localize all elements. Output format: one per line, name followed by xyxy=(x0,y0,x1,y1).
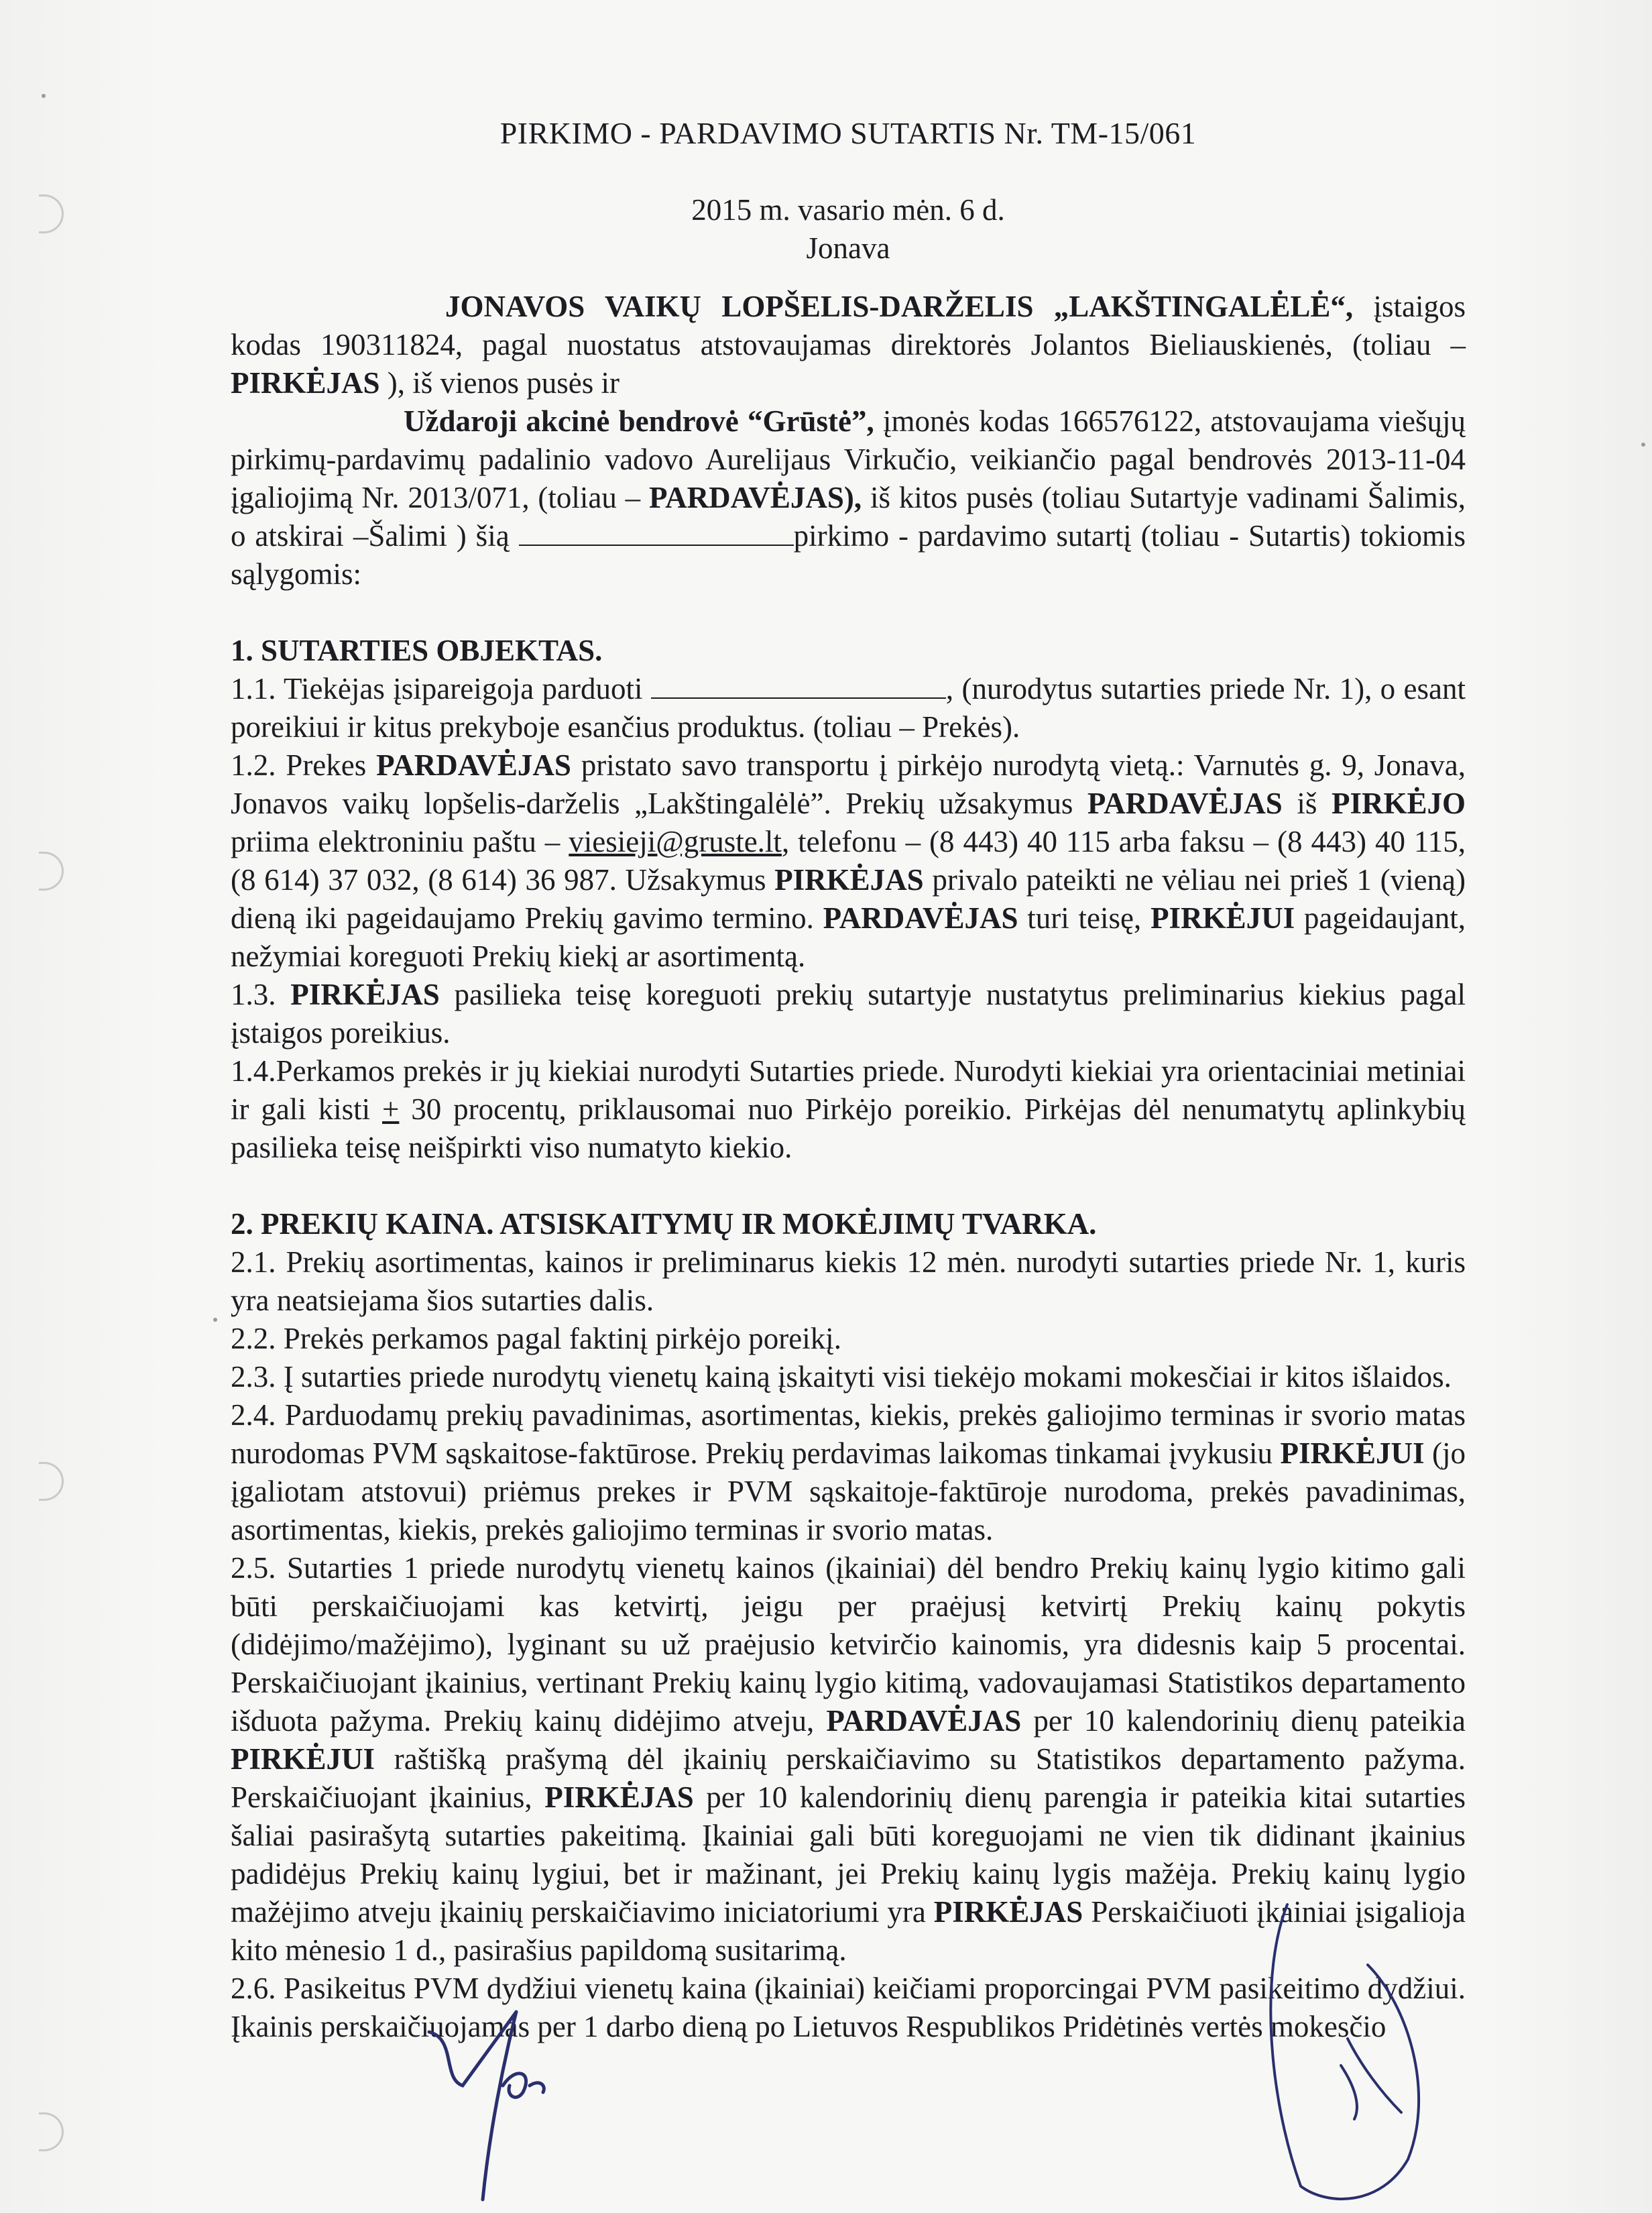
contract-date: 2015 m. vasario mėn. 6 d. xyxy=(691,193,1005,227)
signature-left xyxy=(416,1985,603,2206)
buyer-name: JONAVOS VAIKŲ LOPŠELIS-DARŽELIS „LAKŠTINGALĖLĖ“, xyxy=(445,290,1354,323)
punch-hole xyxy=(39,2112,64,2151)
section-1-heading: 1. SUTARTIES OBJEKTAS. xyxy=(231,634,603,667)
clause-2-3: 2.3. Į sutarties priede nurodytų vienetų kainą įskaityti visi tiekėjo mokami mokesčiai ir kitos išlaidos. xyxy=(231,1360,1452,1394)
clause-2-4: 2.4. Parduodamų prekių pavadinimas, asortimentas, kiekis, prekės galiojimo terminas ir svorio matas nurodomas PVM sąskaitose-faktūrose. Prekių perdavimas laikomas tinkamai įvykusiu PIRKĖJUI (jo įgaliotam atstovui) priėmus prekes ir PVM sąskaitoje-faktūroje nurodoma, prekės pavadinimas, asortimentas, kiekis, prekės galiojimo terminas ir svorio matas. xyxy=(231,1398,1466,1546)
punch-hole xyxy=(39,194,64,233)
seller-name: Uždaroji akcinė bendrovė “Grūstė”, xyxy=(404,404,874,438)
intro-buyer: JONAVOS VAIKŲ LOPŠELIS-DARŽELIS „LAKŠTINGALĖLĖ“, įstaigos kodas 190311824, pagal nuostatus atstovaujamas direktorės Jolantos Bieliauskienės, (toliau – PIRKĖJAS ), iš vienos pusės ir xyxy=(231,290,1466,400)
email-link[interactable]: viesieji@gruste.lt xyxy=(569,825,782,858)
scan-speck xyxy=(42,94,46,98)
clause-2-1: 2.1. Prekių asortimentas, kainos ir preliminarus kiekis 12 mėn. nurodyti sutarties priede Nr. 1, kuris yra neatsiejama šios sutarties dalis. xyxy=(231,1245,1466,1317)
scan-speck xyxy=(213,1318,217,1322)
clause-1-1: 1.1. Tiekėjas įsipareigoja parduoti , (nurodytus sutarties priede Nr. 1), o esant poreikiui ir kitus prekyboje esančius produktus. (toliau – Prekės). xyxy=(231,672,1466,744)
plus-minus-sign: + xyxy=(382,1092,400,1126)
signature-stroke xyxy=(429,2012,544,2200)
punch-hole xyxy=(39,852,64,891)
signature-stroke xyxy=(1271,1905,1419,2199)
clause-1-2: 1.2. Prekes PARDAVĖJAS pristato savo transportu į pirkėjo nurodytą vietą.: Varnutės g. 9, Jonava, Jonavos vaikų lopšelis-darželis „Lakštingalėlė”. Prekių užsakymus PARDAVĖJAS iš PIRKĖJO priima elektroniniu paštu – viesieji@gruste.lt, telefonu – (8 443) 40 115 arba faksu – (8 443) 40 115, (8 614) 37 032, (8 614) 36 987. Užsakymus PIRKĖJAS privalo pateikti ne vėliau nei prieš 1 (vieną) dieną iki pageidaujamo Prekių gavimo termino. PARDAVĖJAS turi teisę, PIRKĖJUI pageidaujant, nežymiai koreguoti Prekių kiekį ar asortimentą. xyxy=(231,748,1466,973)
contract-body xyxy=(231,114,1466,2046)
clause-1-3: 1.3. PIRKĖJAS pasilieka teisę koreguoti prekių sutartyje nustatytus preliminarius kiekius pagal įstaigos poreikius. xyxy=(231,978,1466,1049)
contract-city: Jonava xyxy=(806,231,890,265)
clause-2-2: 2.2. Prekės perkamos pagal faktinį pirkėjo poreikį. xyxy=(231,1322,842,1355)
section-2-heading: 2. PREKIŲ KAINA. ATSISKAITYMŲ IR MOKĖJIMŲ TVARKA. xyxy=(231,1207,1097,1241)
contract-title: PIRKIMO - PARDAVIMO SUTARTIS Nr. TM-15/061 xyxy=(499,116,1197,150)
blank-line xyxy=(651,671,946,699)
clause-2-5: 2.5. Sutarties 1 priede nurodytų vienetų kainos (įkainiai) dėl bendro Prekių kainų lygio kitimo gali būti perskaičiuojami kas ketvirtį, jeigu per praėjusį ketvirtį Prekių kainų pokytis (didėjimo/mažėjimo), lyginant su už praėjusio ketvirčio kainomis, yra didesnis kaip 5 procentai. Perskaičiuojant įkainius, vertinant Prekių kainų lygio kitimą, vadovaujamasi Statistikos departamento išduota pažyma. Prekių kainų didėjimo atveju, PARDAVĖJAS per 10 kalendorinių dienų pateikia PIRKĖJUI raštišką prašymą dėl įkainių perskaičiavimo su Statistikos departamento pažyma. Perskaičiuojant įkainius, PIRKĖJAS per 10 kalendorinių dienų parengia ir pateikia kitai sutarties šaliai pasirašytą sutarties pakeitimą. Įkainiai gali būti koreguojami ne vien tik didinant įkainius padidėjus Prekių kainų lygiui, bet ir mažinant, jei Prekių kainų lygis mažėja. Prekių kainų lygio mažėjimo atveju įkainių perskaičiavimo iniciatoriumi yra PIRKĖJAS Perskaičiuoti įkainiai įsigalioja kito mėnesio 1 d., pasirašius papildomą susitarimą. xyxy=(231,1551,1466,1967)
clause-1-4: 1.4.Perkamos prekės ir jų kiekiai nurodyti Sutarties priede. Nurodyti kiekiai yra orientaciniai metiniai ir gali kisti + 30 procentų, priklausomai nuo Pirkėjo poreikio. Pirkėjas dėl nenumatytų aplinkybių pasilieka teisę neišpirkti viso numatyto kiekio. xyxy=(231,1054,1466,1164)
intro-seller: Uždaroji akcinė bendrovė “Grūstė”, įmonės kodas 166576122, atstovaujama viešųjų pirkimų-pardavimų padalinio vadovo Aurelijaus Virkučio, veikiančio pagal bendrovės 2013-11-04 įgaliojimą Nr. 2013/071, (toliau – PARDAVĖJAS), iš kitos pusės (toliau Sutartyje vadinami Šalimis, o atskirai –Šalimi ) šią pirkimo - pardavimo sutartį (toliau - Sutartis) tokiomis sąlygomis: xyxy=(231,404,1466,591)
signature-right xyxy=(1247,1891,1448,2213)
punch-hole xyxy=(39,1462,64,1501)
blank-line xyxy=(519,518,794,546)
scan-speck xyxy=(1641,443,1645,447)
clause-2-6: 2.6. Pasikeitus PVM dydžiui vienetų kaina (įkainiai) keičiami proporcingai PVM pasikeitimo dydžiui. Įkainis perskaičiuojamas per 1 darbo dieną po Lietuvos Respublikos Pridėtinės vertės mokesčio xyxy=(231,1972,1466,2043)
